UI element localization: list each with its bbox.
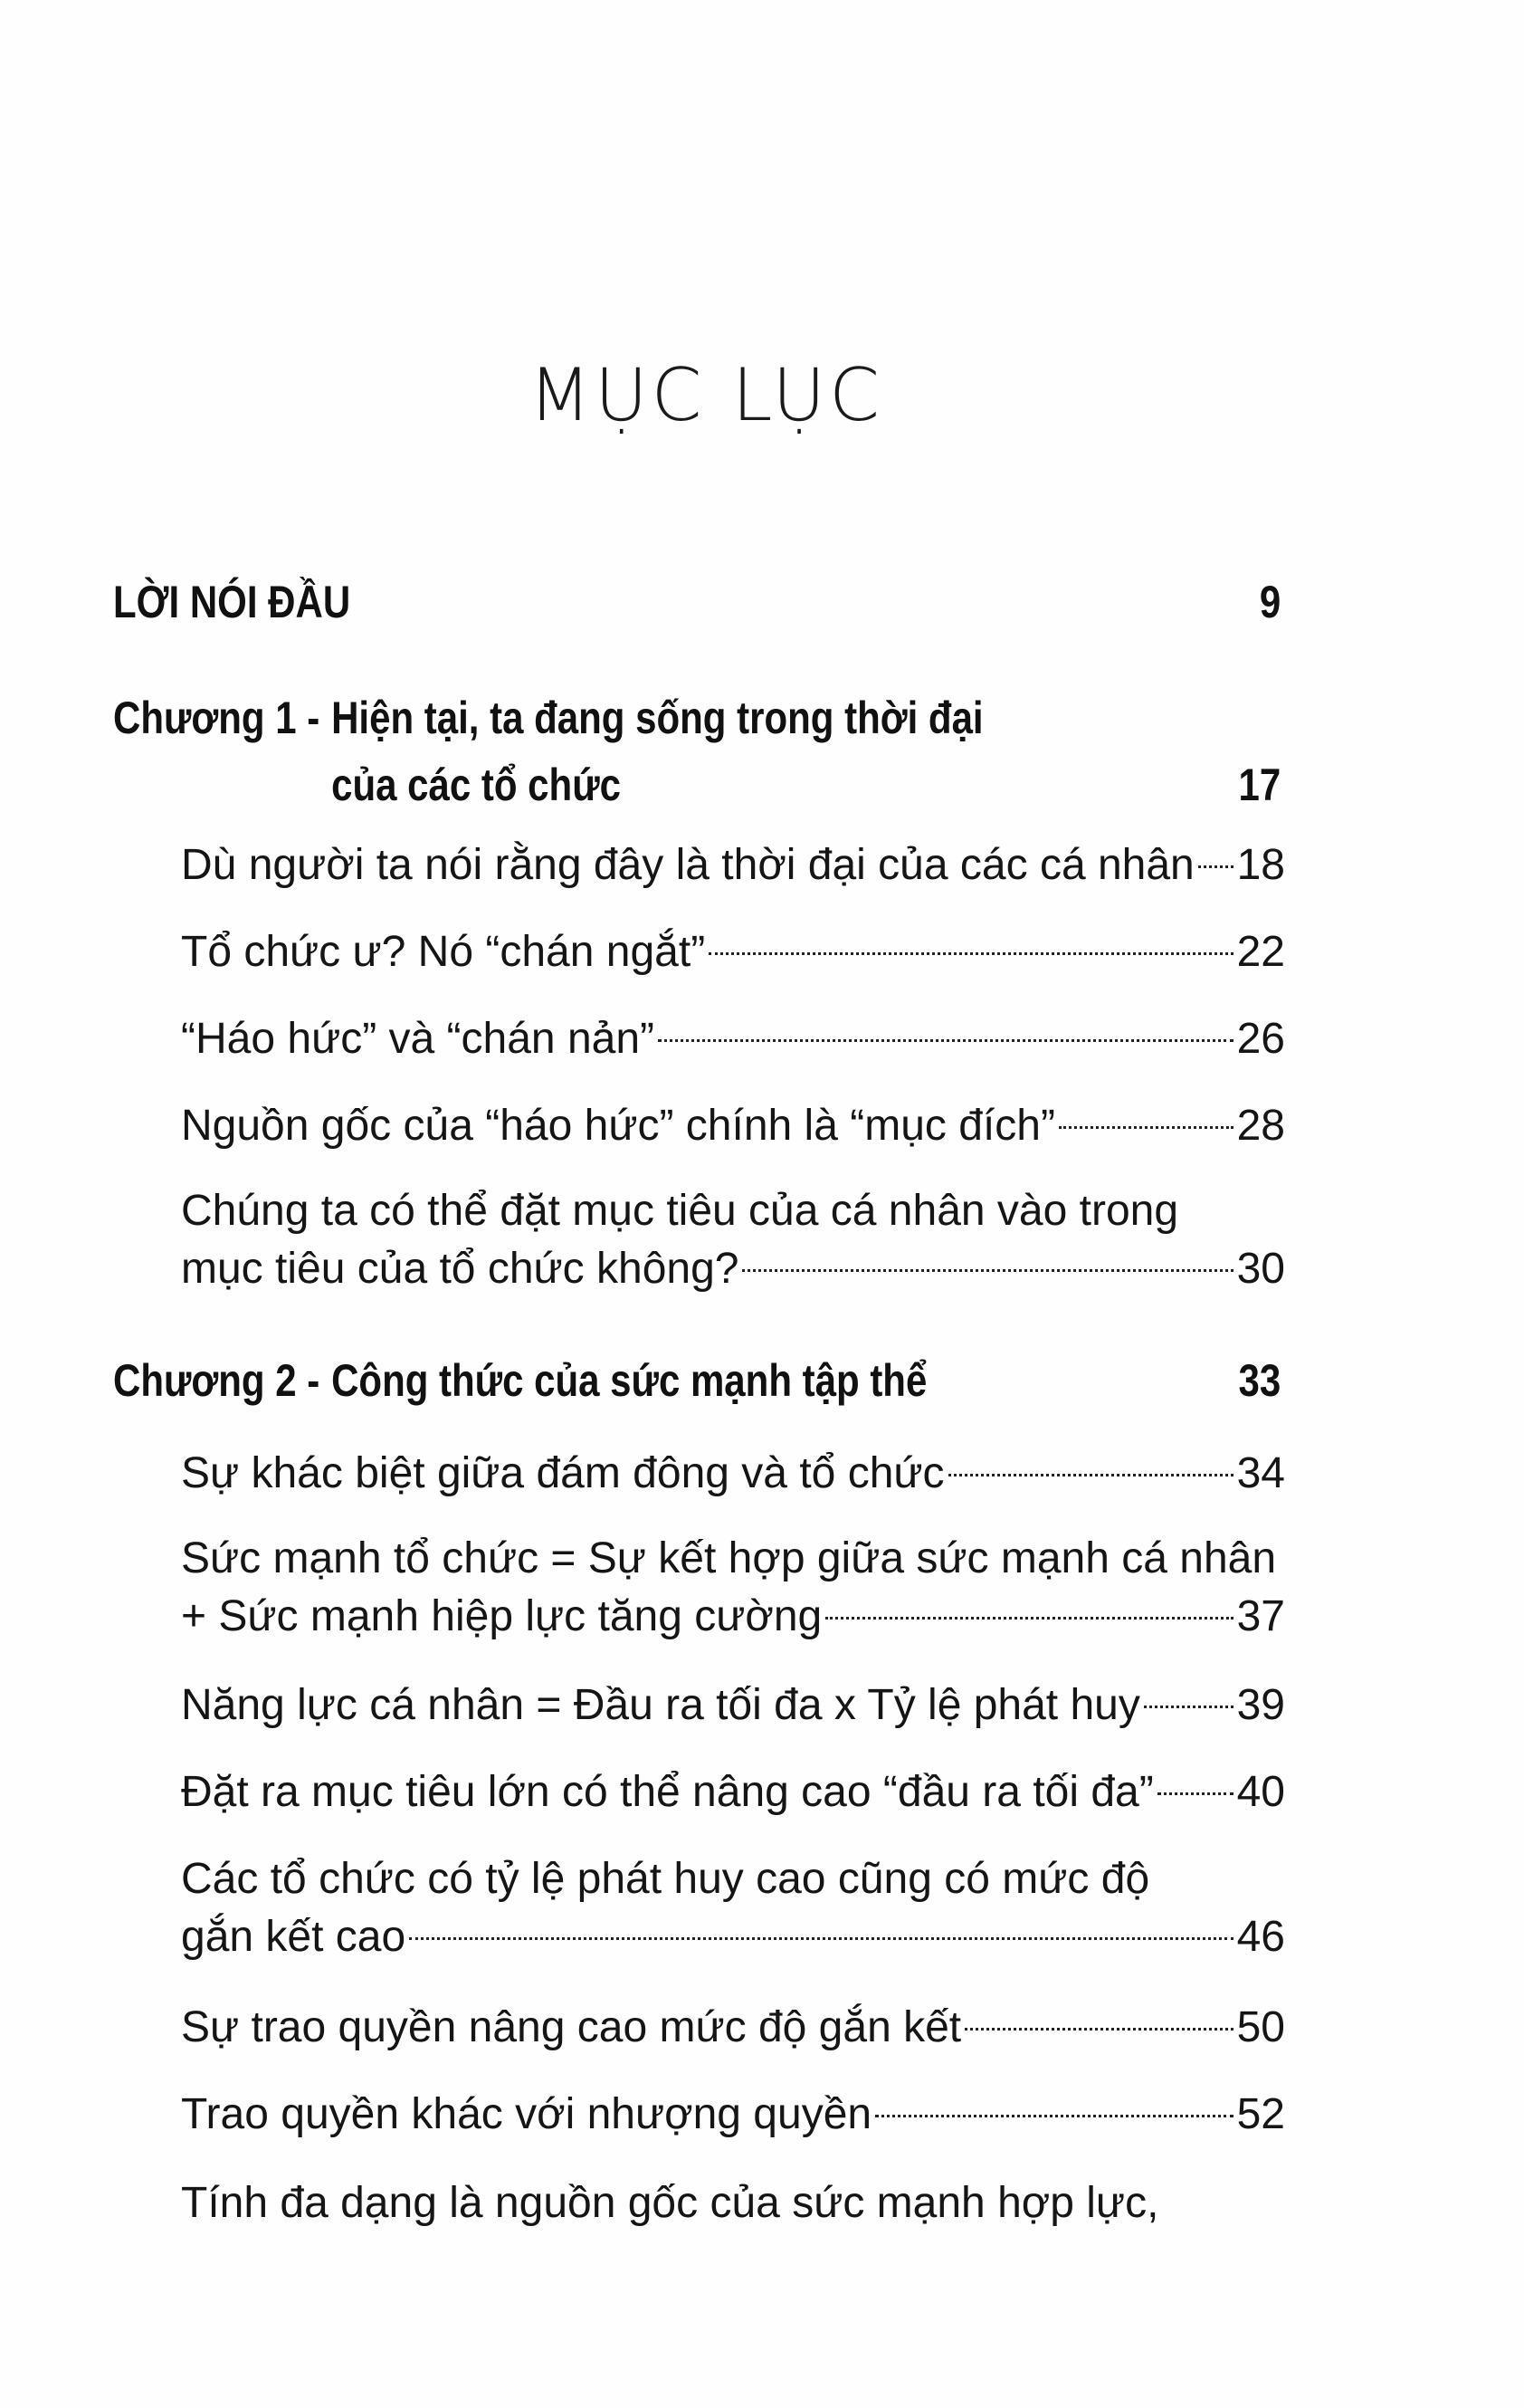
section-page: 34 <box>1236 1449 1285 1497</box>
toc-section-row[interactable] <box>181 1530 1285 1646</box>
preface-label: LỜI NÓI ĐẦU <box>113 577 351 627</box>
chapter-title-line: Công thức của sức mạnh tập thể <box>331 1355 928 1406</box>
dot-leader <box>965 2028 1233 2031</box>
section-title: Sức mạnh tổ chức = Sự kết hợp giữa sức mạnh cá nhân <box>181 1534 1277 1582</box>
section-title-cont: gắn kết cao <box>181 1913 406 1961</box>
dot-leader <box>825 1617 1233 1620</box>
section-page: 46 <box>1236 1913 1285 1961</box>
toc-chapter-1[interactable] <box>113 684 1281 818</box>
chapter-title-line: Hiện tại, ta đang sống trong thời đại <box>331 693 984 743</box>
dot-leader <box>1157 1792 1233 1795</box>
section-title: Dù người ta nói rằng đây là thời đại của các cá nhân <box>181 841 1195 889</box>
section-page: 52 <box>1236 2090 1285 2138</box>
dot-leader <box>948 1474 1233 1476</box>
dot-leader <box>1059 1126 1233 1129</box>
section-page: 39 <box>1236 1681 1285 1729</box>
section-title: Năng lực cá nhân = Đầu ra tối đa x Tỷ lệ phát huy <box>181 1681 1140 1729</box>
section-title: Chúng ta có thể đặt mục tiêu của cá nhân vào trong <box>181 1187 1179 1235</box>
toc-section-row[interactable] <box>181 1763 1285 1821</box>
page-title: MỤC LỤC <box>529 353 883 437</box>
chapter-page: 33 <box>1238 1355 1281 1406</box>
dot-leader <box>409 1937 1233 1940</box>
section-title-cont: mục tiêu của tổ chức không? <box>181 1245 739 1293</box>
toc-section-row[interactable] <box>181 923 1285 981</box>
dot-leader <box>1198 865 1233 868</box>
section-title: Trao quyền khác với nhượng quyền <box>181 2090 872 2138</box>
dot-leader <box>742 1269 1233 1272</box>
section-page: 30 <box>1236 1245 1285 1293</box>
section-page: 37 <box>1236 1592 1285 1640</box>
toc-section-row[interactable] <box>181 1097 1285 1155</box>
section-title: Đặt ra mục tiêu lớn có thể nâng cao “đầu ra tối đa” <box>181 1768 1154 1816</box>
section-page: 26 <box>1236 1015 1285 1063</box>
preface-page: 9 <box>1259 577 1281 627</box>
dot-leader <box>709 952 1233 955</box>
section-page: 22 <box>1236 928 1285 976</box>
chapter-label: Chương 2 - <box>113 1355 320 1406</box>
section-page: 18 <box>1236 841 1285 889</box>
section-title: Nguồn gốc của “háo hức” chính là “mục đích” <box>181 1102 1055 1150</box>
toc-section-row[interactable] <box>181 1010 1285 1068</box>
section-title: “Háo hức” và “chán nản” <box>181 1015 655 1063</box>
section-title: Tính đa dạng là nguồn gốc của sức mạnh hợp lực, <box>181 2179 1159 2227</box>
toc-section-row[interactable] <box>181 2174 1285 2232</box>
section-title: Sự khác biệt giữa đám đông và tổ chức <box>181 1449 945 1497</box>
toc-section-row[interactable] <box>181 1445 1285 1503</box>
toc-section-row[interactable] <box>181 1677 1285 1734</box>
section-page: 40 <box>1236 1768 1285 1816</box>
toc-section-row[interactable] <box>181 2086 1285 2144</box>
section-page: 28 <box>1236 1102 1285 1150</box>
dot-leader <box>658 1039 1233 1042</box>
chapter-label: Chương 1 - <box>113 693 320 743</box>
section-title: Sự trao quyền nâng cao mức độ gắn kết <box>181 2003 962 2051</box>
chapter-title-line: của các tổ chức <box>331 760 621 810</box>
section-title-cont: + Sức mạnh hiệp lực tăng cường <box>181 1592 823 1640</box>
section-title: Tổ chức ư? Nó “chán ngắt” <box>181 928 706 976</box>
chapter-page: 17 <box>1238 760 1281 810</box>
toc-section-row[interactable] <box>181 1999 1285 2057</box>
toc-section-row[interactable] <box>181 1182 1285 1298</box>
section-page: 50 <box>1236 2003 1285 2051</box>
section-title: Các tổ chức có tỷ lệ phát huy cao cũng có mức độ <box>181 1855 1150 1903</box>
dot-leader <box>875 2115 1233 2117</box>
toc-section-row[interactable] <box>181 1850 1285 1966</box>
dot-leader <box>1144 1706 1233 1708</box>
toc-section-row[interactable] <box>181 836 1285 894</box>
